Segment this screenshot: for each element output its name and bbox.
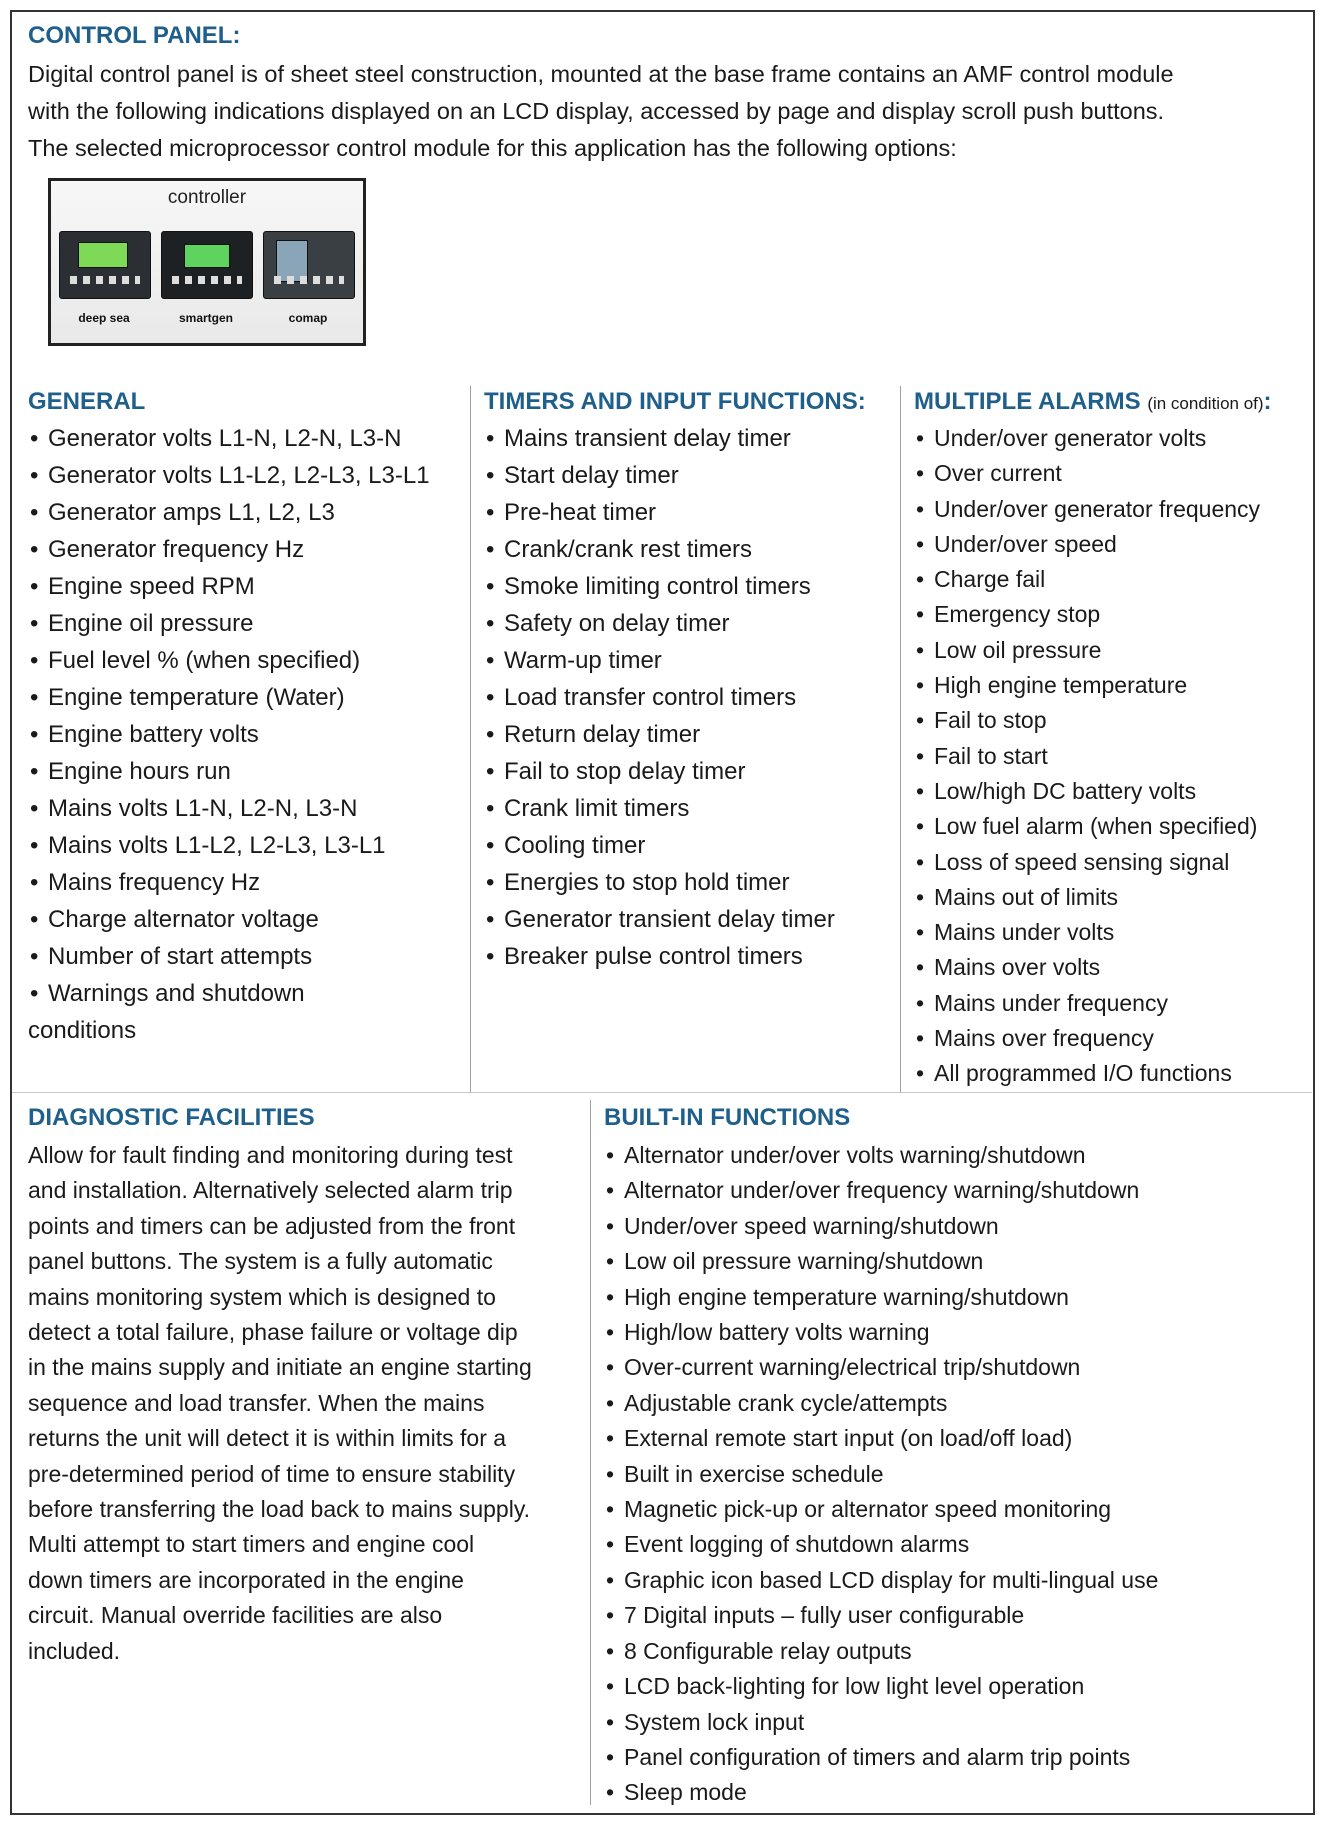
timers-list-item: • Breaker pulse control timers [484,938,835,975]
alarms-list-item: • Low fuel alarm (when specified) [914,809,1260,844]
builtin-list-item: • 8 Configurable relay outputs [604,1634,1158,1669]
general-list-item: • Engine oil pressure [28,605,430,642]
diagnostic-line: mains monitoring system which is designed to [28,1283,496,1310]
alarms-list-item: • Fail to stop [914,703,1260,738]
diagnostic-text [28,1138,588,1669]
intro-line: with the following indications displayed on an LCD display, accessed by page and display scroll push buttons. [28,98,1165,124]
builtin-list-item: • External remote start input (on load/off load) [604,1421,1158,1456]
alarms-list-item: • Under/over speed [914,527,1260,562]
diagnostic-line: and installation. Alternatively selected alarm trip [28,1177,513,1204]
diagnostic-line: in the mains supply and initiate an engine starting [28,1354,532,1381]
general-list-item: • Engine battery volts [28,716,430,753]
diagnostic-line: down timers are incorporated in the engine [28,1566,464,1593]
diagnostic-line: points and timers can be adjusted from the front [28,1212,516,1239]
timers-list-item: • Return delay timer [484,716,835,753]
alarms-list-item: • Under/over generator volts [914,421,1260,456]
alarms-title-text: MULTIPLE ALARMS [914,388,1141,415]
diagnostic-line: before transferring the load back to mains supply. [28,1496,531,1523]
alarms-title-colon: : [1263,388,1272,415]
column-divider [900,386,901,1092]
builtin-list-item: • Built in exercise schedule [604,1457,1158,1492]
diagnostic-line: Multi attempt to start timers and engine cool [28,1531,475,1558]
alarms-list-item: • Mains over frequency [914,1021,1260,1056]
timers-list-item: • Pre-heat timer [484,494,835,531]
alarms-list-item: • Loss of speed sensing signal [914,845,1260,880]
general-list-item: • Engine temperature (Water) [28,679,430,716]
timers-list-item: • Fail to stop delay timer [484,753,835,790]
timers-list-item: • Safety on delay timer [484,605,835,642]
diagnostic-line: detect a total failure, phase failure or voltage dip [28,1319,518,1346]
builtin-list-item: • System lock input [604,1705,1158,1740]
diagnostic-line: included. [28,1637,121,1664]
intro-line: Digital control panel is of sheet steel construction, mounted at the base frame contains an AMF control module [28,61,1174,87]
timers-section [484,420,835,975]
diagnostic-line: returns the unit will detect it is within limits for a [28,1425,507,1452]
timers-list-item: • Warm-up timer [484,642,835,679]
diagnostic-line: panel buttons. The system is a fully automatic [28,1248,493,1275]
diagnostic-line: pre-determined period of time to ensure stability [28,1460,516,1487]
builtin-list-item: • Over-current warning/electrical trip/shutdown [604,1350,1158,1385]
builtin-list-item: • LCD back-lighting for low light level operation [604,1669,1158,1704]
alarms-list-item: • Fail to start [914,739,1260,774]
diagnostic-line: circuit. Manual override facilities are also [28,1602,443,1629]
alarms-list-item: • Emergency stop [914,597,1260,632]
alarms-list-item: • Mains over volts [914,950,1260,985]
general-list-item: • Generator frequency Hz [28,531,430,568]
general-list-item: • Generator volts L1-N, L2-N, L3-N [28,420,430,457]
alarms-list-item: • Mains under volts [914,915,1260,950]
diagnostic-line: Allow for fault finding and monitoring during test [28,1142,513,1168]
column-divider [590,1100,591,1805]
alarms-list-item: • Mains under frequency [914,986,1260,1021]
builtin-list-item: • Sleep mode [604,1775,1158,1810]
general-list-item: • Mains frequency Hz [28,864,430,901]
timers-list-item: • Energies to stop hold timer [484,864,835,901]
alarms-list-item: • Mains out of limits [914,880,1260,915]
builtin-list-item: • Low oil pressure warning/shutdown [604,1244,1158,1279]
smartgen-controller-icon [161,231,253,299]
alarms-list-item: • Low/high DC battery volts [914,774,1260,809]
controller-image-title: controller [167,187,247,208]
builtin-list-item: • Event logging of shutdown alarms [604,1527,1158,1562]
general-list-item: • Mains volts L1-N, L2-N, L3-N [28,790,430,827]
general-list-item: • Warnings and shutdown [28,975,430,1012]
alarms-list-item: • All programmed I/O functions [914,1056,1260,1091]
timers-list-item: • Load transfer control timers [484,679,835,716]
timers-list-item: • Start delay timer [484,457,835,494]
general-list-item: • Charge alternator voltage [28,901,430,938]
timers-list-item: • Cooling timer [484,827,835,864]
builtin-list-item: • Alternator under/over frequency warning/shutdown [604,1173,1158,1208]
timers-list-item: • Crank limit timers [484,790,835,827]
general-continuation: conditions [28,1017,137,1044]
builtin-list-item: • Graphic icon based LCD display for multi-lingual use [604,1563,1158,1598]
diagnostic-title: DIAGNOSTIC FACILITIES [28,1104,315,1131]
alarms-title [914,388,1272,416]
general-list-item: • Number of start attempts [28,938,430,975]
timers-title: TIMERS AND INPUT FUNCTIONS: [484,388,866,415]
general-list-item: • Generator volts L1-L2, L2-L3, L3-L1 [28,457,430,494]
controller-image [48,178,366,346]
builtin-list-item: • Alternator under/over volts warning/shutdown [604,1138,1158,1173]
builtin-list-item: • Under/over speed warning/shutdown [604,1209,1158,1244]
intro-line: The selected microprocessor control module for this application has the following options: [28,135,957,161]
controller-label: comap [288,311,328,325]
alarms-list-item: • Low oil pressure [914,633,1260,668]
general-list-item: • Mains volts L1-L2, L2-L3, L3-L1 [28,827,430,864]
control-panel-title: CONTROL PANEL: [28,22,241,49]
diagnostic-line: sequence and load transfer. When the mains [28,1389,485,1416]
column-divider [470,386,471,1092]
timers-list-item: • Generator transient delay timer [484,901,835,938]
timers-list-item: • Crank/crank rest timers [484,531,835,568]
general-list [28,420,430,1012]
timers-list-item: • Mains transient delay timer [484,420,835,457]
controller-label: smartgen [178,311,234,325]
general-list-item: • Generator amps L1, L2, L3 [28,494,430,531]
general-title: GENERAL [28,388,146,415]
alarms-list-item: • Over current [914,456,1260,491]
timers-list-item: • Smoke limiting control timers [484,568,835,605]
builtin-list-item: • High/low battery volts warning [604,1315,1158,1350]
builtin-list-item: • 7 Digital inputs – fully user configurable [604,1598,1158,1633]
builtin-title: BUILT-IN FUNCTIONS [604,1104,851,1131]
general-list-item: • Engine hours run [28,753,430,790]
comap-controller-icon [263,231,355,299]
builtin-list-item: • Adjustable crank cycle/attempts [604,1386,1158,1421]
alarms-section [914,421,1260,1092]
builtin-section [604,1138,1158,1811]
builtin-list [604,1138,1158,1811]
timers-list [484,420,835,975]
alarms-list [914,421,1260,1092]
alarms-list-item: • High engine temperature [914,668,1260,703]
builtin-list-item: • Panel configuration of timers and alarm trip points [604,1740,1158,1775]
builtin-list-item: • High engine temperature warning/shutdown [604,1280,1158,1315]
control-panel-intro [28,56,1298,167]
alarms-title-note: (in condition of) [1147,394,1264,413]
alarms-list-item: • Under/over generator frequency [914,492,1260,527]
general-section [28,420,430,1049]
controller-label: deep sea [78,311,130,325]
builtin-list-item: • Magnetic pick-up or alternator speed monitoring [604,1492,1158,1527]
general-list-item: • Fuel level % (when specified) [28,642,430,679]
general-list-item: • Engine speed RPM [28,568,430,605]
alarms-list-item: • Charge fail [914,562,1260,597]
deep-sea-controller-icon [59,231,151,299]
section-divider [12,1092,1312,1093]
